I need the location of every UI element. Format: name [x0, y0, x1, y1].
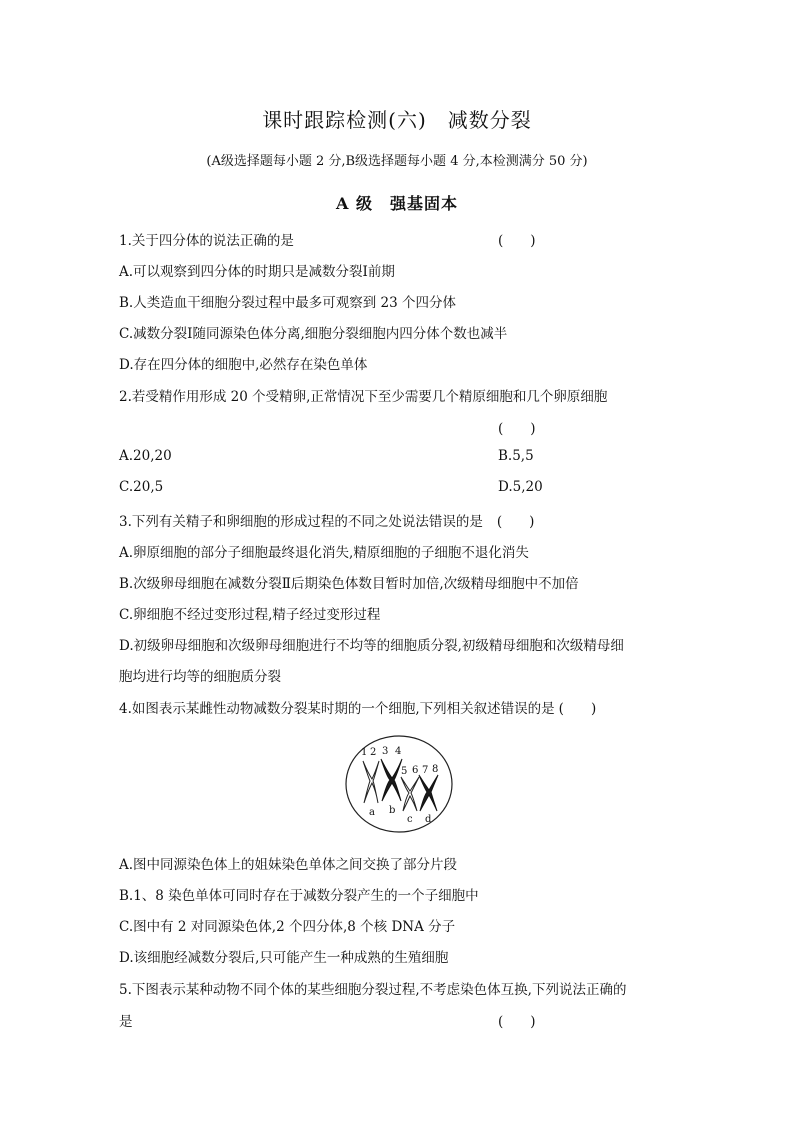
q2-option-b: B.5,5	[498, 448, 534, 464]
label-4: 4	[395, 746, 402, 757]
q3-answer-paren: ( )	[496, 514, 535, 530]
q4-option-c: C.图中有 2 对同源染色体,2 个四分体,8 个核 DNA 分子	[119, 919, 456, 935]
q3-option-c: C.卵细胞不经过变形过程,精子经过变形过程	[119, 607, 381, 623]
q1-option-b: B.人类造血干细胞分裂过程中最多可观察到 23 个四分体	[119, 295, 456, 311]
q2-option-a: A.20,20	[119, 448, 172, 464]
chromosome-c	[401, 777, 419, 811]
label-b: b	[389, 805, 396, 816]
q1-option-c: C.减数分裂Ⅰ随同源染色体分离,细胞分裂细胞内四分体个数也减半	[119, 326, 508, 342]
label-5: 5	[401, 766, 408, 777]
q1-answer-paren: ( )	[498, 233, 536, 249]
chromatid-numbers	[361, 746, 438, 777]
label-3: 3	[382, 746, 389, 757]
q4-stem-text: 4.如图表示某雌性动物减数分裂某时期的一个细胞,下列相关叙述错误的是	[119, 701, 555, 717]
page-title: 课时跟踪检测(六) 减数分裂	[262, 108, 532, 132]
label-6: 6	[412, 765, 419, 776]
label-c: c	[407, 814, 413, 825]
label-d: d	[425, 814, 432, 825]
q3-option-d-line1: D.初级卵母细胞和次级卵母细胞进行不均等的细胞质分裂,初级精母细胞和次级精母细	[119, 638, 624, 654]
chromosome-d	[419, 775, 438, 811]
q4-option-a: A.图中同源染色体上的姐妹染色单体之间交换了部分片段	[119, 857, 458, 873]
q5-stem-line1: 5.下图表示某种动物不同个体的某些细胞分裂过程,不考虑染色体互换,下列说法正确的	[119, 982, 627, 998]
label-1: 1	[361, 747, 368, 758]
q4-option-d: D.该细胞经减数分裂后,只可能产生一种成熟的生殖细胞	[119, 950, 449, 966]
q3-stem	[119, 510, 534, 530]
q3-option-b: B.次级卵母细胞在减数分裂Ⅱ后期染色体数目暂时加倍,次级精母细胞中不加倍	[119, 576, 579, 592]
q3-option-a: A.卵原细胞的部分子细胞最终退化消失,精原细胞的子细胞不退化消失	[119, 545, 529, 561]
label-2: 2	[370, 747, 377, 758]
label-8: 8	[432, 764, 439, 775]
score-note: (A级选择题每小题 2 分,B级选择题每小题 4 分,本检测满分 50 分)	[206, 154, 588, 169]
q3-stem-text: 3.下列有关精子和卵细胞的形成过程的不同之处说法错误的是	[119, 514, 483, 530]
chromosome-b	[381, 759, 402, 801]
q4-answer-paren: ( )	[558, 701, 597, 717]
section-heading: A 级 强基固本	[336, 194, 458, 213]
q5-answer-paren: ( )	[498, 1014, 536, 1030]
q4-option-b: B.1、8 染色单体可同时存在于减数分裂产生的一个子细胞中	[119, 888, 479, 904]
q1-stem: 1.关于四分体的说法正确的是	[119, 233, 294, 249]
chromosome-a	[363, 761, 379, 803]
q5-stem-line2: 是	[119, 1014, 133, 1030]
chromosome-letters	[369, 805, 432, 825]
q4-stem	[119, 697, 596, 717]
meiosis-cell-figure	[343, 731, 455, 835]
q2-option-c: C.20,5	[119, 479, 164, 495]
label-a: a	[369, 807, 375, 818]
q2-option-d: D.5,20	[498, 479, 543, 495]
q3-option-d-line2: 胞均进行均等的细胞质分裂	[119, 669, 281, 685]
q1-option-d: D.存在四分体的细胞中,必然存在染色单体	[119, 357, 368, 373]
q2-stem: 2.若受精作用形成 20 个受精卵,正常情况下至少需要几个精原细胞和几个卵原细胞	[119, 389, 608, 405]
q2-answer-paren: ( )	[498, 421, 536, 437]
label-7: 7	[422, 765, 429, 776]
q1-option-a: A.可以观察到四分体的时期只是减数分裂Ⅰ前期	[119, 264, 395, 280]
